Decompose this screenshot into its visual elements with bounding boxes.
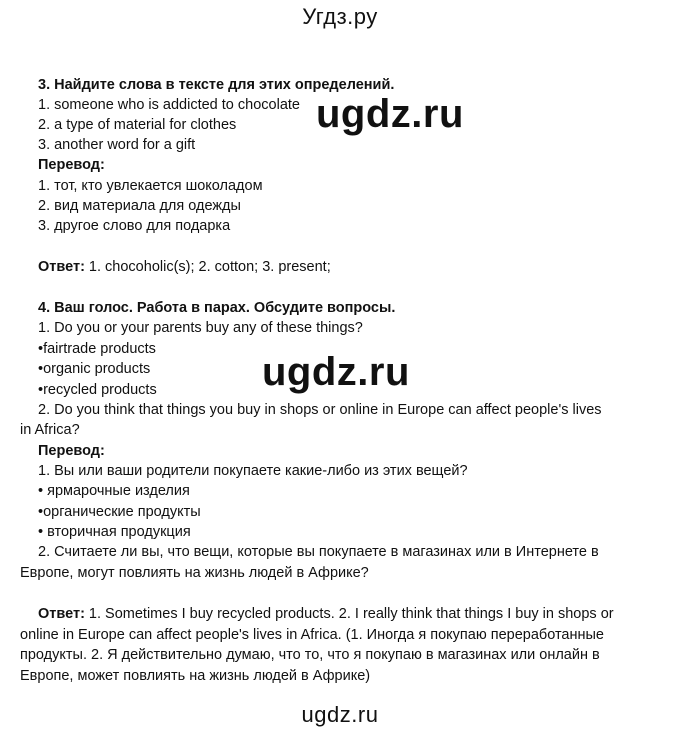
site-title: Угдз.ру [302, 4, 378, 29]
watermark-middle: ugdz.ru [262, 350, 410, 394]
task4-q2-line1: 2. Do you think that things you buy in shops or online in Europe can affect people's lives [38, 402, 602, 418]
task4-item-2: •fairtrade products [38, 341, 156, 357]
task4-translation-label: Перевод: [38, 443, 105, 459]
task3-item-2: 2. a type of material for clothes [38, 117, 237, 133]
task4-answer-line4: Европе, может повлиять на жизнь людей в Африке) [20, 668, 371, 684]
task4-answer-label: Ответ: [38, 606, 85, 622]
task4-answer-text-1: 1. Sometimes I buy recycled products. 2. I really think that things I buy in shops or [84, 606, 614, 622]
task4-heading: 4. Ваш голос. Работа в парах. Обсудите вопросы. [38, 300, 396, 316]
task3-translation-item-3: 3. другое слово для подарка [38, 218, 231, 234]
task4-translation-item-1: 1. Вы или ваши родители покупаете какие-либо из этих вещей? [38, 463, 468, 479]
task4-translation-item-2: • ярмарочные изделия [38, 483, 190, 499]
task3-answer-label: Ответ: [38, 259, 85, 275]
task4-item-3: •organic products [38, 361, 151, 377]
task3-translation-item-2: 2. вид материала для одежды [38, 198, 241, 214]
task4-translation-item-4: • вторичная продукция [38, 524, 191, 540]
task3-answer-text: 1. chocoholic(s); 2. cotton; 3. present; [84, 259, 331, 275]
task3-item-3: 3. another word for a gift [38, 137, 196, 153]
task4-answer-line1 [38, 605, 614, 623]
task3-heading: 3. Найдите слова в тексте для этих определений. [38, 77, 395, 93]
task3-answer [38, 258, 331, 276]
task3-translation-item-1: 1. тот, кто увлекается шоколадом [38, 178, 263, 194]
task4-item-1: 1. Do you or your parents buy any of these things? [38, 320, 363, 336]
footer-site: ugdz.ru [301, 702, 379, 727]
task4-translation-q2-line2: Европе, могут повлиять на жизнь людей в Африке? [20, 565, 369, 581]
task4-translation-q2-line1: 2. Считаете ли вы, что вещи, которые вы покупаете в магазинах или в Интернете в [38, 544, 599, 560]
task3-item-1: 1. someone who is addicted to chocolate [38, 97, 300, 113]
task3-translation-label: Перевод: [38, 157, 105, 173]
task4-q2-line2: in Africa? [20, 422, 80, 438]
task4-answer-line2: online in Europe can affect people's lives in Africa. (1. Иногда я покупаю переработанные [20, 627, 605, 643]
task4-answer-line3: продукты. 2. Я действительно думаю, что то, что я покупаю в магазинах или онлайн в [20, 647, 600, 663]
task4-translation-item-3: •органические продукты [38, 504, 201, 520]
watermark-top: ugdz.ru [316, 92, 464, 136]
task4-item-4: •recycled products [38, 382, 157, 398]
